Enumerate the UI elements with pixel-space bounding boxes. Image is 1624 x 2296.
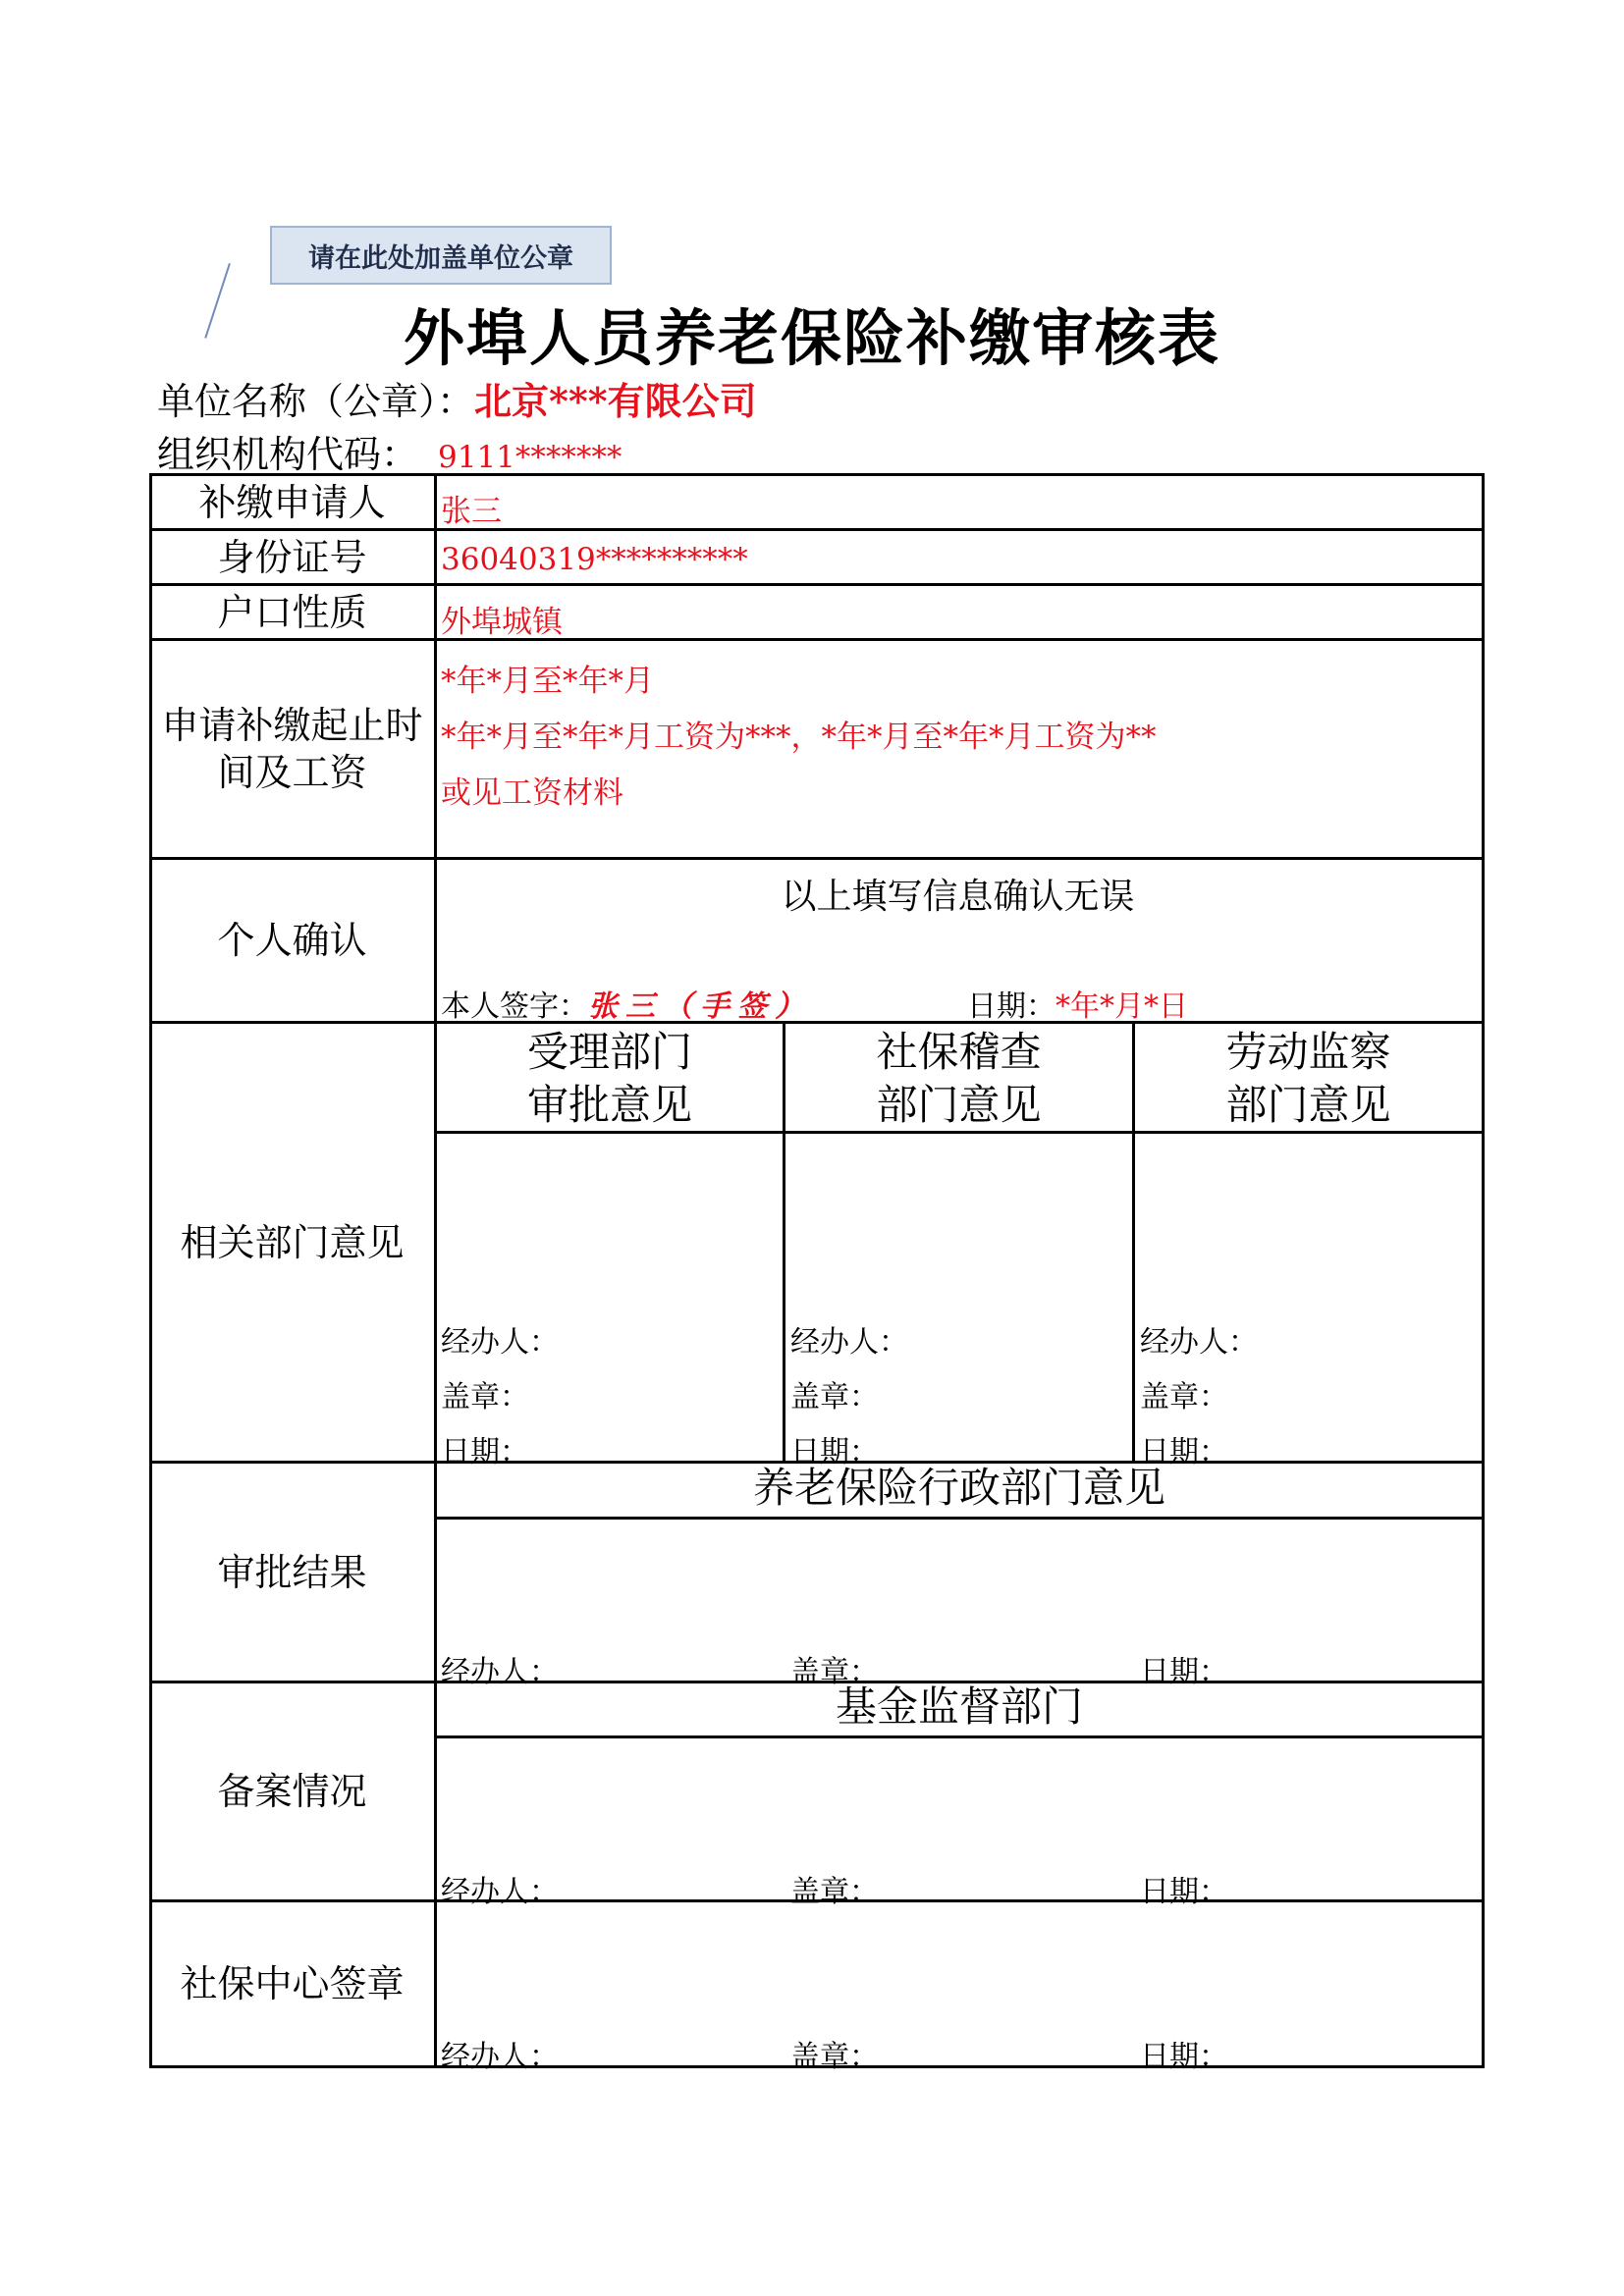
dept1-heading-line2: 审批意见 [526, 1081, 692, 1129]
period-line-2: *年*月至*年*月工资为***，*年*月至*年*月工资为** [441, 720, 1157, 755]
dept3-date: 日期： [1140, 1435, 1228, 1469]
dept-opinion-label: 相关部门意见 [180, 1220, 405, 1264]
dept2-date: 日期： [790, 1435, 879, 1469]
filing-label: 备案情况 [217, 1770, 367, 1813]
center-seal: 盖章： [790, 2040, 879, 2074]
dept3-handler: 经办人： [1140, 1325, 1258, 1360]
unit-name-value: 北京***有限公司 [474, 379, 757, 423]
filing-date: 日期： [1140, 1875, 1228, 1909]
period-line-3: 或见工资材料 [441, 775, 623, 811]
signature-label: 本人签字： [441, 989, 588, 1024]
dept1-seal: 盖章： [441, 1380, 529, 1415]
filing-head-divider [434, 1735, 1485, 1738]
signature-row [441, 982, 812, 1025]
confirm-date-label: 日期： [967, 989, 1056, 1024]
center-seal-label: 社保中心签章 [180, 1962, 405, 2005]
dept3-heading-line2: 部门意见 [1225, 1081, 1391, 1129]
signature-value: 张三（手签） [588, 989, 812, 1024]
hukou-value: 外埠城镇 [441, 605, 563, 640]
dept2-heading [785, 1026, 1132, 1132]
page-title: 外埠人员养老保险补缴审核表 [403, 302, 1220, 374]
approval-result-label: 审批结果 [217, 1550, 367, 1594]
id-number-label: 身份证号 [217, 535, 367, 579]
result-handler: 经办人： [441, 1655, 559, 1689]
dept1-heading-line1: 受理部门 [526, 1028, 692, 1076]
result-date: 日期： [1140, 1655, 1228, 1689]
dept3-heading [1135, 1026, 1482, 1132]
period-line-1: *年*月至*年*月 [441, 664, 654, 699]
filing-seal: 盖章： [790, 1875, 879, 1909]
unit-name-row [157, 371, 757, 425]
center-date: 日期： [1140, 2040, 1228, 2074]
fund-supervision-heading: 基金监督部门 [835, 1682, 1083, 1731]
dept2-heading-line1: 社保稽查 [876, 1028, 1042, 1076]
applicant-label: 补缴申请人 [198, 480, 386, 524]
org-code-label: 组织机构代码： [157, 433, 419, 476]
dept1-handler: 经办人： [441, 1325, 559, 1360]
confirm-label: 个人确认 [217, 919, 367, 962]
pension-admin-heading: 养老保险行政部门意见 [752, 1464, 1165, 1512]
center-handler: 经办人： [441, 2040, 559, 2074]
id-number-value: 36040319********** [441, 542, 748, 577]
hukou-label: 户口性质 [217, 590, 367, 634]
org-code-row [157, 424, 622, 478]
dept2-handler: 经办人： [790, 1325, 908, 1360]
dept3-heading-line1: 劳动监察 [1225, 1028, 1391, 1076]
table-border-right [1482, 473, 1485, 2068]
confirm-date-value: *年*月*日 [1056, 989, 1188, 1024]
dept2-seal: 盖章： [790, 1380, 879, 1415]
filing-handler: 经办人： [441, 1875, 559, 1909]
period-label: 申请补缴起止时间及工资 [161, 704, 423, 794]
confirm-statement: 以上填写信息确认无误 [781, 877, 1135, 917]
applicant-value: 张三 [441, 494, 502, 529]
stamp-callout: 请在此处加盖单位公章 [270, 226, 612, 285]
unit-name-label: 单位名称（公章）： [157, 380, 475, 423]
confirm-date-row [967, 982, 1188, 1025]
dept1-heading [437, 1026, 783, 1132]
result-seal: 盖章： [790, 1655, 879, 1689]
dept2-heading-line2: 部门意见 [876, 1081, 1042, 1129]
result-head-divider [434, 1517, 1485, 1520]
label-column-divider [434, 473, 437, 2068]
dept1-date: 日期： [441, 1435, 529, 1469]
org-code-value: 9111******* [438, 440, 623, 475]
dept3-seal: 盖章： [1140, 1380, 1228, 1415]
